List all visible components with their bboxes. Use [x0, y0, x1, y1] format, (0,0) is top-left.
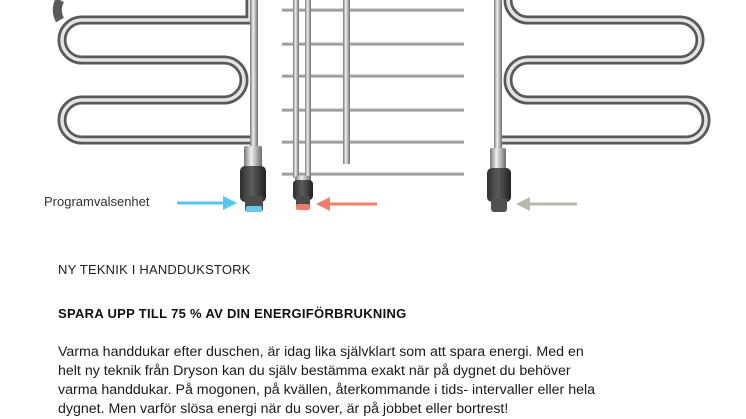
- towel-rail-ladder: [282, 0, 464, 210]
- body-line: varma handdukar. På mogonen, på kvällen, återkommande i tids- intervaller eller hela: [58, 382, 596, 398]
- arrow-right-icon: [177, 196, 237, 210]
- towel-rail-swivel-left: [57, 0, 266, 212]
- body-paragraph: [58, 343, 718, 419]
- body-line: dygnet. Men varför slösa energi när du sover, är på jobbet eller bortrest!: [58, 401, 509, 417]
- led-blue: [246, 206, 262, 212]
- headline: SPARA UPP TILL 75 % AV DIN ENERGIFÖRBRUKNING: [58, 306, 407, 321]
- control-unit: [487, 168, 511, 202]
- arrow-left-icon: [516, 197, 577, 211]
- eyebrow-text: NY TEKNIK I HANDDUKSTORK: [58, 262, 251, 277]
- led-red: [296, 204, 310, 210]
- body-line: helt ny teknik från Dryson kan du själv bestämma exakt när på dygnet du behöver: [58, 363, 571, 379]
- body-line: Varma handdukar efter duschen, är idag lika självklart som att spara energi. Med en: [58, 344, 584, 360]
- article: [58, 262, 718, 419]
- towel-rail-swivel-right: [487, 0, 706, 212]
- arrow-left-icon: [316, 197, 377, 211]
- control-unit-label: Programvalsenhet: [44, 194, 150, 209]
